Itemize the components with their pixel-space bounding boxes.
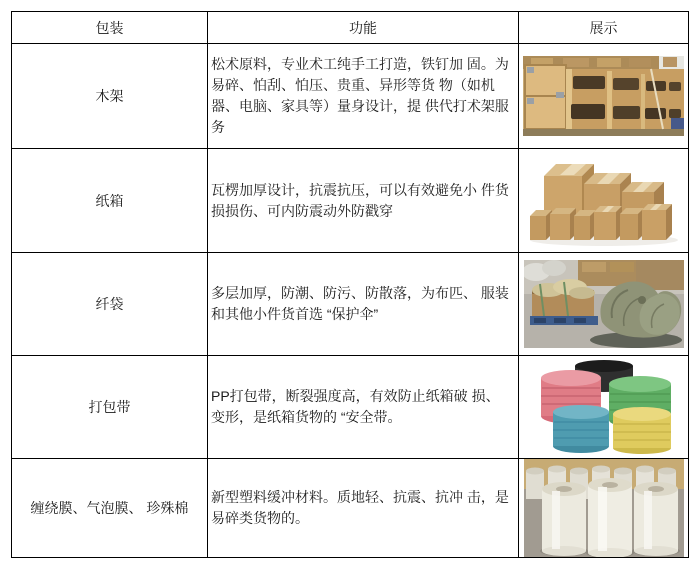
function-text: 瓦楞加厚设计，抗震抗压，可以有效避免小 件货损损伤、可内防震动外防戳穿	[211, 181, 509, 219]
photo-cell-fiber-bags	[519, 253, 688, 356]
function-text-wooden-frame	[208, 44, 519, 149]
header-label-display: 展示	[589, 19, 618, 36]
stretch-film-rolls-photo	[524, 459, 684, 557]
function-text-films	[208, 459, 519, 557]
function-text: 多层加厚，防潮、防污、防散落，为布匹、 服装和其他小件货首选 “保护伞”	[211, 285, 509, 322]
package-name-films: 缠绕膜、气泡膜、 珍殊棉	[12, 459, 208, 557]
photo-cell-cartons	[519, 149, 688, 253]
packaging-table	[11, 11, 689, 558]
photo-cell-film-rolls	[519, 459, 688, 557]
strap-rolls-photo	[525, 360, 682, 454]
function-text: PP打包带，断裂强度高，有效防止纸箱破 损、变形，是纸箱货物的 “安全带。	[211, 388, 500, 425]
photo-cell-wooden-crates	[519, 44, 688, 149]
function-text-fiber-bag	[208, 253, 519, 356]
header-cell-function	[208, 12, 519, 44]
header-label-package: 包装	[95, 19, 124, 36]
header-cell-display	[519, 12, 688, 44]
package-name-fiber-bag: 纤袋	[12, 253, 208, 356]
wooden-crates-photo	[523, 56, 684, 136]
function-text: 松术原料，专业术工纯手工打造，铁钉加 固。为易碎、怕刮、怕压、贵重、异形等货 物（如机器、电脑、家具等）量身设计，提 供代打术架服务	[211, 56, 509, 135]
package-name-strap: 打包带	[12, 356, 208, 459]
function-text: 新型塑料缓冲材料。质地轻、抗震、抗冲 击，是易碎类货物的。	[211, 489, 509, 526]
cardboard-boxes-photo	[524, 154, 684, 248]
function-text-carton	[208, 149, 519, 253]
fiber-bags-photo	[524, 260, 684, 348]
header-label-function: 功能	[349, 19, 377, 36]
package-name-wooden-frame: 木架	[12, 44, 208, 149]
header-cell-package	[12, 12, 208, 44]
photo-cell-straps	[519, 356, 688, 459]
function-text-strap	[208, 356, 519, 459]
package-name-carton: 纸箱	[12, 149, 208, 253]
